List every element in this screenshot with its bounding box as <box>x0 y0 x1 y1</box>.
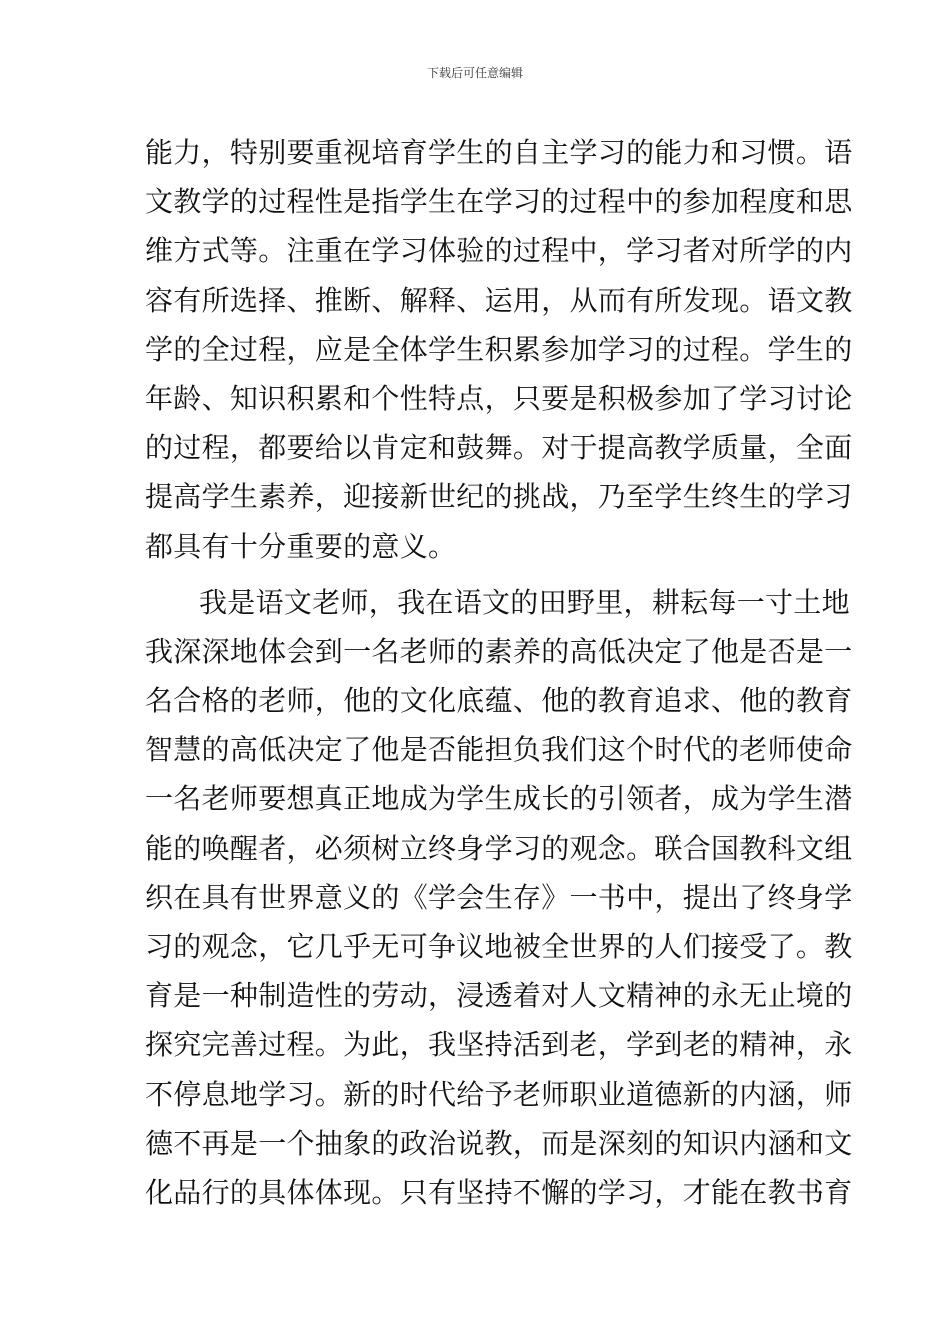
text-line: 一名老师要想真正地成为学生成长的引领者，成为学生潜 <box>145 782 853 816</box>
text-line: 学的全过程，应是全体学生积累参加学习的过程。学生的 <box>145 332 853 366</box>
page-header-note: 下载后可任意编辑 <box>426 66 523 80</box>
text-line: 名合格的老师，他的文化底蕴、他的教育追求、他的教育 <box>145 684 853 718</box>
text-line: 德不再是一个抽象的政治说教，而是深刻的知识内涵和文 <box>145 1126 853 1160</box>
text-line: 育是一种制造性的劳动，浸透着对人文精神的永无止境的 <box>145 979 853 1013</box>
text-line: 提高学生素养，迎接新世纪的挑战，乃至学生终生的学习 <box>145 480 853 514</box>
text-line: 都具有十分重要的意义。 <box>145 529 457 563</box>
text-line-indented: 我是语文老师，我在语文的田野里，耕耘每一寸土地 <box>199 585 850 619</box>
text-line: 智慧的高低决定了他是否能担负我们这个时代的老师使命 <box>145 733 853 767</box>
text-line: 能力，特别要重视培育学生的自主学习的能力和习惯。语 <box>145 136 853 169</box>
text-line: 年龄、知识积累和个性特点，只要是积极参加了学习讨论 <box>145 381 853 415</box>
paragraph-gap <box>145 571 815 578</box>
text-line: 织在具有世界意义的《学会生存》一书中，提出了终身学 <box>145 880 853 914</box>
text-line: 能的唤醒者，必须树立终身学习的观念。联合国教科文组 <box>145 831 853 865</box>
text-line: 的过程，都要给以肯定和鼓舞。对于提高教学质量，全面 <box>145 431 853 465</box>
text-line: 我深深地体会到一名老师的素养的高低决定了他是否是一 <box>145 634 853 668</box>
text-line: 文教学的过程性是指学生在学习的过程中的参加程度和思 <box>145 185 853 219</box>
paragraph-1 <box>145 128 853 571</box>
text-line: 不停息地学习。新的时代给予老师职业道德新的内涵，师 <box>145 1077 853 1111</box>
document-body <box>145 128 853 1217</box>
text-line: 维方式等。注重在学习体验的过程中，学习者对所学的内 <box>145 234 853 268</box>
paragraph-2 <box>145 578 853 1217</box>
text-line: 化品行的具体体现。只有坚持不懈的学习，才能在教书育 <box>145 1175 853 1209</box>
text-line: 容有所选择、推断、解释、运用，从而有所发现。语文教 <box>145 283 853 317</box>
text-line: 探究完善过程。为此，我坚持活到老，学到老的精神，永 <box>145 1028 853 1062</box>
text-line: 习的观念，它几乎无可争议地被全世界的人们接受了。教 <box>145 930 853 963</box>
